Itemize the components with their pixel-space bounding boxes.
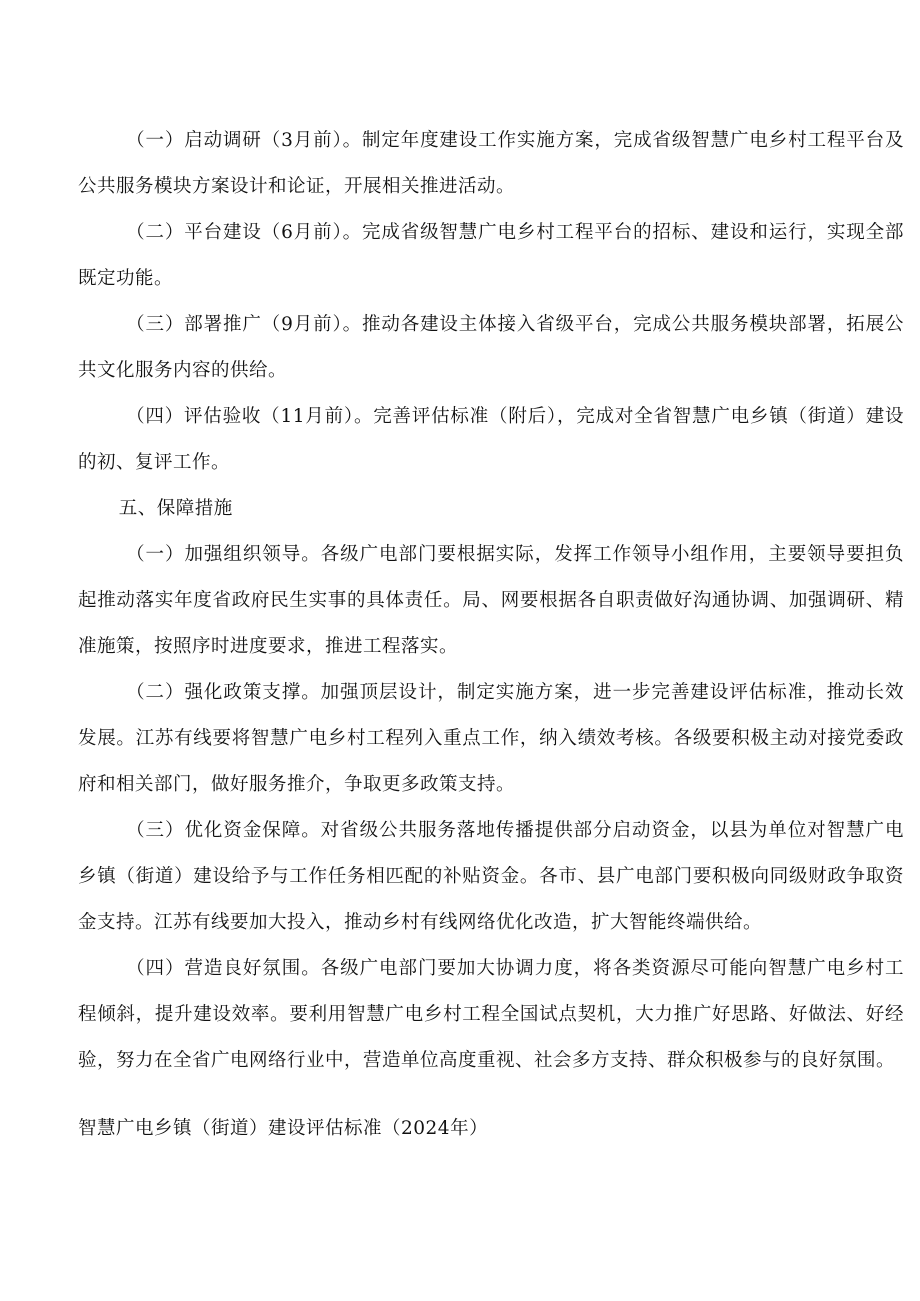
paragraph-stage-4: （四）评估验收（11月前）。完善评估标准（附后），完成对全省智慧广电乡镇（街道）建设的初、复评工作。 — [78, 406, 904, 473]
section-heading: 五、保障措施 — [118, 498, 233, 519]
paragraph-measure-1: （一）加强组织领导。各级广电部门要根据实际，发挥工作领导小组作用，主要领导要担负起推动落实年度省政府民生实事的具体责任。局、网要根据各自职责做好沟通协调、加强调研、精准施策，按照序时进度要求，推进工程落实。 — [78, 544, 904, 657]
paragraph-measure-2: （二）强化政策支撑。加强顶层设计，制定实施方案，进一步完善建设评估标准，推动长效发展。江苏有线要将智慧广电乡村工程列入重点工作，纳入绩效考核。各级要积极主动对接党委政府和相关部门，做好服务推介，争取更多政策支持。 — [78, 682, 904, 795]
paragraph-stage-3: （三）部署推广（9月前）。推动各建设主体接入省级平台，完成公共服务模块部署，拓展公共文化服务内容的供给。 — [78, 314, 904, 381]
paragraph-stage-1: （一）启动调研（3月前）。制定年度建设工作实施方案，完成省级智慧广电乡村工程平台及公共服务模块方案设计和论证，开展相关推进活动。 — [78, 130, 904, 197]
paragraph-measure-4: （四）营造良好氛围。各级广电部门要加大协调力度，将各类资源尽可能向智慧广电乡村工程倾斜，提升建设效率。要利用智慧广电乡村工程全国试点契机，大力推广好思路、好做法、好经验，努力在全省广电网络行业中，营造单位高度重视、社会多方支持、群众积极参与的良好氛围。 — [78, 958, 904, 1071]
paragraph-stage-2: （二）平台建设（6月前）。完成省级智慧广电乡村工程平台的招标、建设和运行，实现全部既定功能。 — [78, 222, 904, 289]
appendix-title: 智慧广电乡镇（街道）建设评估标准（2024年） — [78, 1118, 489, 1139]
document-page — [78, 118, 904, 1152]
paragraph-measure-3: （三）优化资金保障。对省级公共服务落地传播提供部分启动资金，以县为单位对智慧广电乡镇（街道）建设给予与工作任务相匹配的补贴资金。各市、县广电部门要积极向同级财政争取资金支持。江苏有线要加大投入，推动乡村有线网络优化改造，扩大智能终端供给。 — [78, 820, 904, 933]
